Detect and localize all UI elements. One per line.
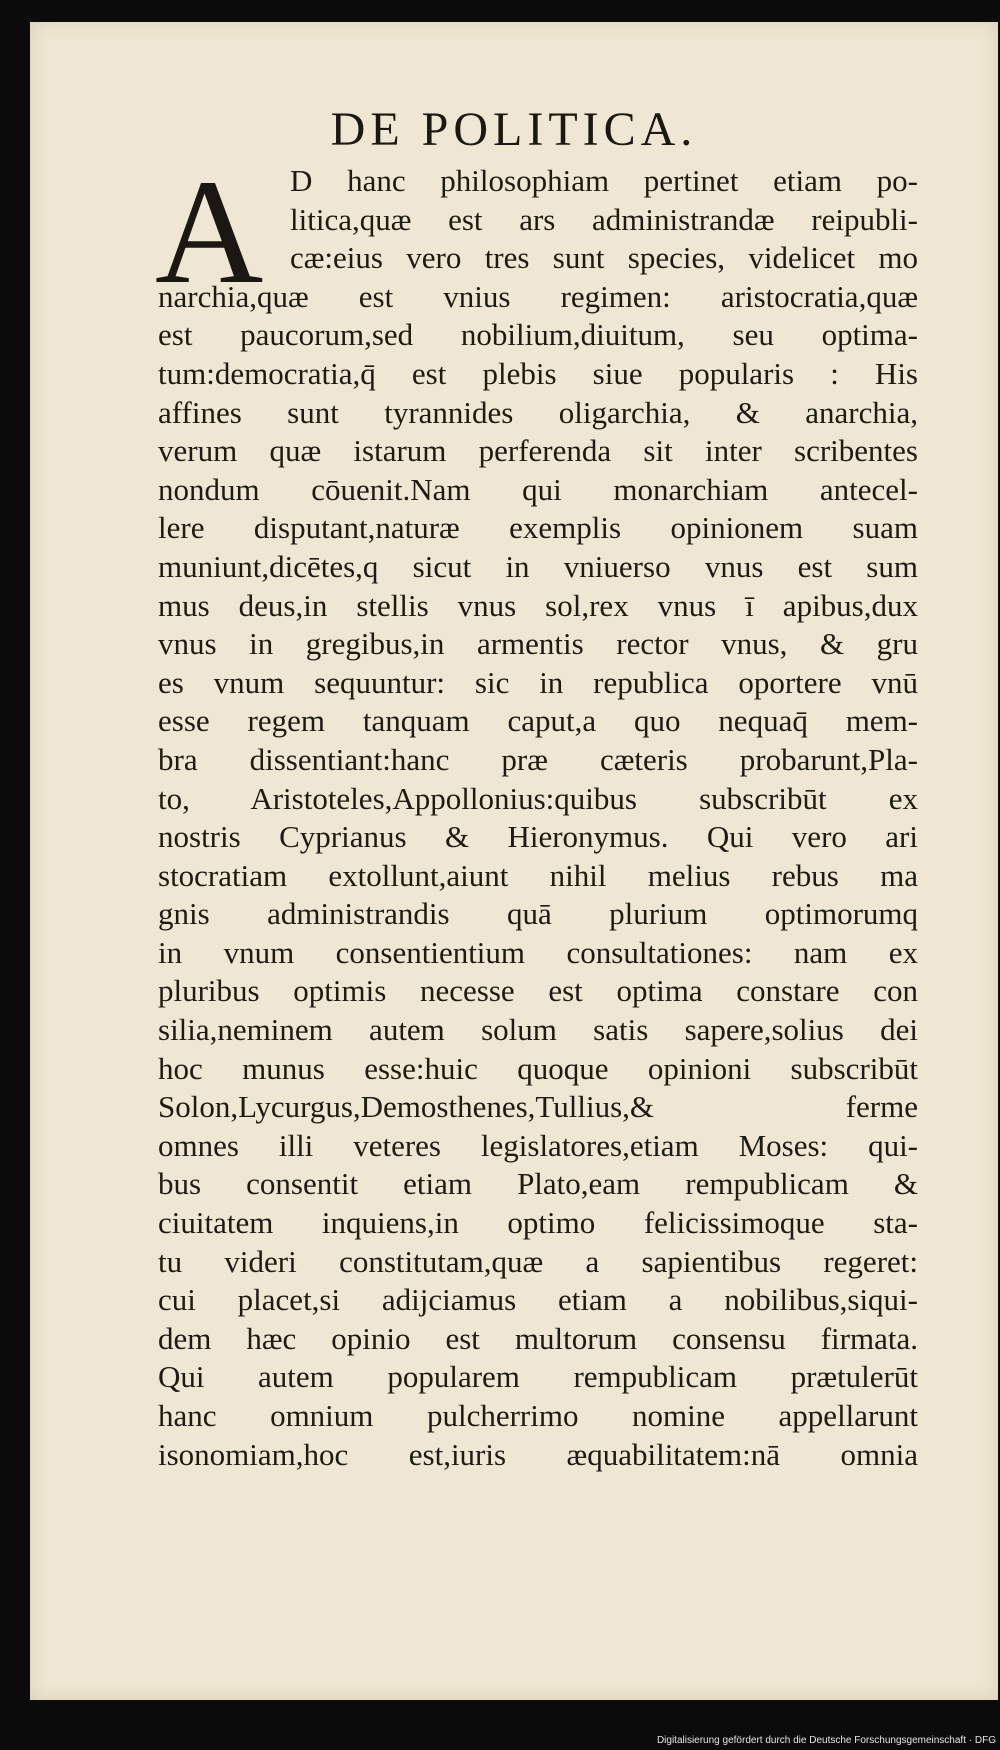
text-line: muniunt,dicētes,q sicut in vniuerso vnus est sum xyxy=(158,548,918,584)
text-line: gnis administrandis quā plurium optimorumq xyxy=(158,896,918,932)
text-line: isonomiam,hoc est,iuris æquabilitatem:nā omnia xyxy=(158,1436,918,1472)
text-line: D hanc philosophiam pertinet etiam po- xyxy=(290,163,918,198)
text-line: affines sunt tyrannides oligarchia, & anarchia, xyxy=(158,394,918,430)
text-line: omnes illi veteres legislatores,etiam Moses: qui- xyxy=(158,1127,918,1163)
text-line: cæ:eius vero tres sunt species, videlicet mo xyxy=(290,240,918,276)
text-line: dem hæc opinio est multorum consensu firmata. xyxy=(158,1320,918,1356)
text-line: esse regem tanquam caput,a quo nequaq̄ mem- xyxy=(158,703,918,739)
text-line: nostris Cyprianus & Hieronymus. Qui vero ari xyxy=(158,819,918,855)
text-line: pluribus optimis necesse est optima constare con xyxy=(158,973,918,1009)
text-line: in vnum consentientium consultationes: nam ex xyxy=(158,934,918,970)
text-line: stocratiam extollunt,aiunt nihil melius rebus ma xyxy=(158,857,918,893)
text-line: mus deus,in stellis vnus sol,rex vnus ī apibus,dux xyxy=(158,587,918,623)
text-line: tu videri constitutam,quæ a sapientibus regeret: xyxy=(158,1243,918,1279)
text-line: bra dissentiant:hanc præ cæteris probarunt,Pla- xyxy=(158,741,918,777)
text-line: silia,neminem autem solum satis sapere,solius dei xyxy=(158,1012,918,1048)
text-line: cui placet,si adijciamus etiam a nobilibus,siqui- xyxy=(158,1282,918,1318)
text-line: ciuitatem inquiens,in optimo felicissimoque sta- xyxy=(158,1205,918,1241)
text-line: verum quæ istarum perferenda sit inter scribentes xyxy=(158,433,918,469)
text-line: lere disputant,naturæ exemplis opinionem suam xyxy=(158,510,918,546)
drop-cap-initial: A xyxy=(155,149,264,315)
text-line: litica,quæ est ars administrandæ reipubli- xyxy=(290,201,918,237)
text-line: Qui autem popularem rempublicam prætulerūt xyxy=(158,1359,918,1395)
text-line: est paucorum,sed nobilium,diuitum, seu optima- xyxy=(158,317,918,353)
text-line: narchia,quæ est vnius regimen: aristocratia,quæ xyxy=(158,278,918,314)
book-page xyxy=(30,22,998,1700)
body-text xyxy=(158,162,918,1474)
text-line: hoc munus esse:huic quoque opinioni subscribūt xyxy=(158,1050,918,1086)
text-line: vnus in gregibus,in armentis rector vnus, & gru xyxy=(158,626,918,662)
text-line: bus consentit etiam Plato,eam rempublicam & xyxy=(158,1166,918,1202)
digitization-credit: Digitalisierung gefördert durch die Deutsche Forschungsgemeinschaft · DFG xyxy=(656,1735,996,1746)
text-line: tum:democratia,q̄ est plebis siue popularis : His xyxy=(158,355,918,391)
text-line: nondum cōuenit.Nam qui monarchiam antecel- xyxy=(158,471,918,507)
text-line: to, Aristoteles,Appollonius:quibus subscribūt ex xyxy=(158,780,918,816)
text-line: Solon,Lycurgus,Demosthenes,Tullius,& ferme xyxy=(158,1089,918,1125)
page-title: DE POLITICA. xyxy=(330,103,698,156)
text-line: hanc omnium pulcherrimo nomine appellarunt xyxy=(158,1398,918,1433)
text-line: es vnum sequuntur: sic in republica oportere vnū xyxy=(158,664,918,700)
